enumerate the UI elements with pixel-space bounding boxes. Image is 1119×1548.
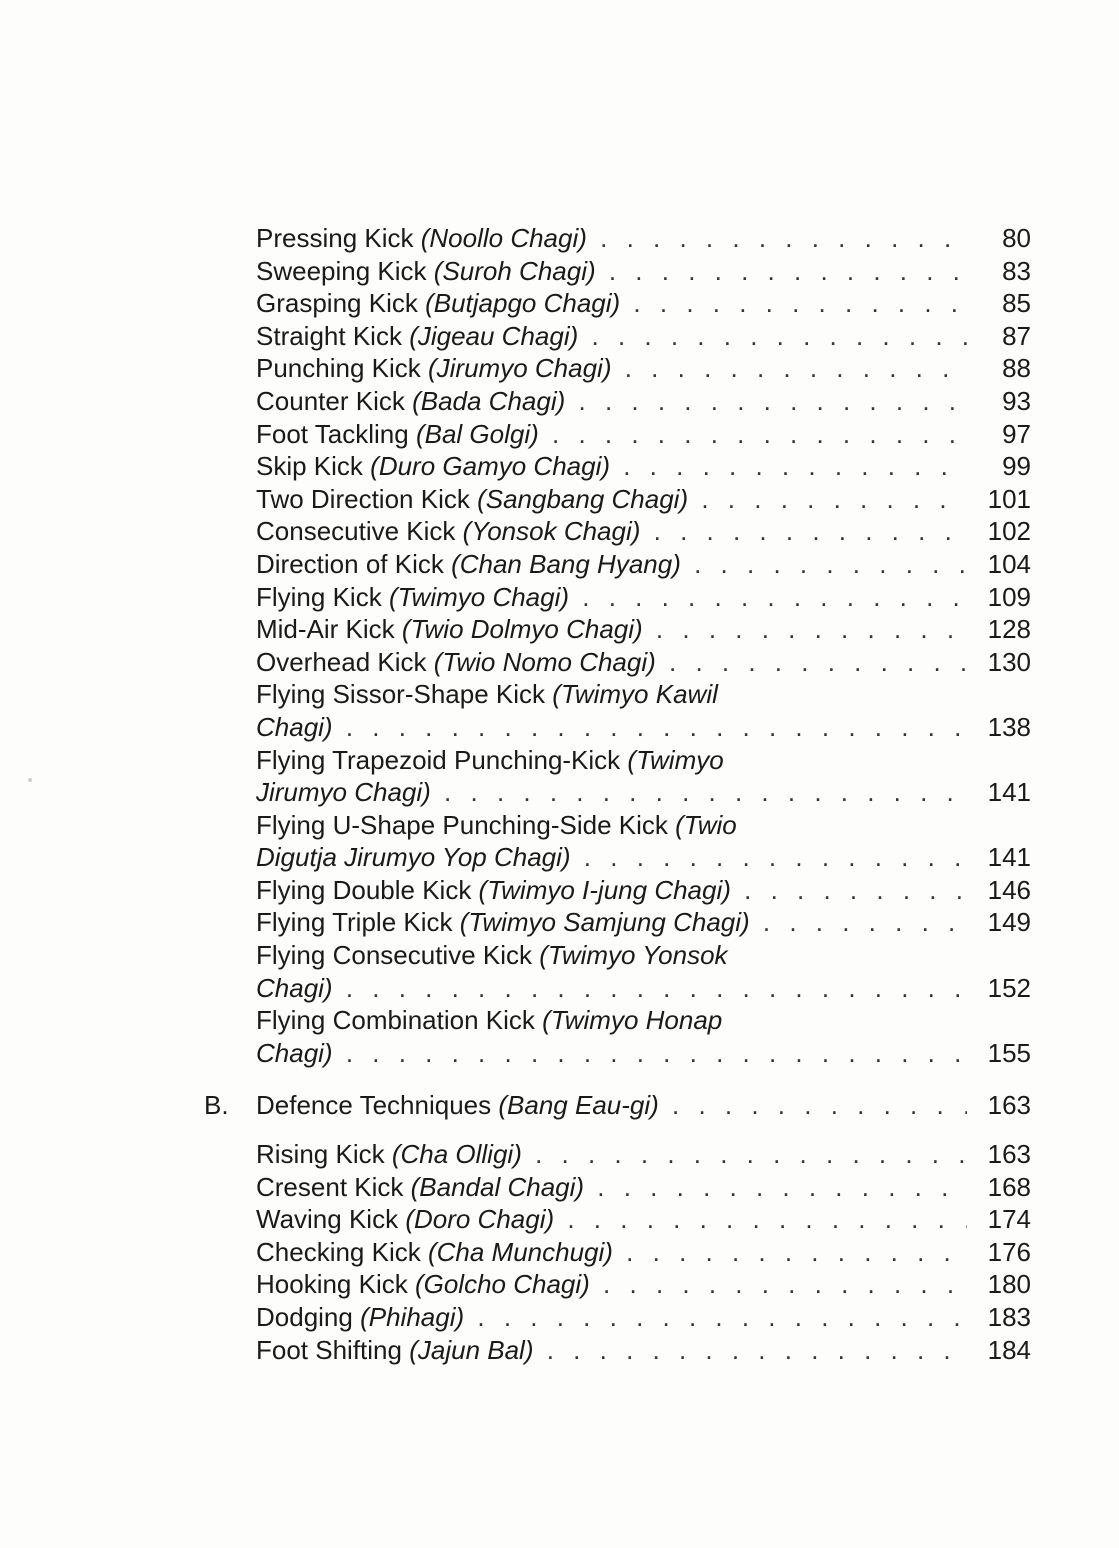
entry-page-number: 168 [967,1171,1031,1204]
entry-page-number: 149 [967,906,1031,939]
entry-title: Waving Kick [256,1204,399,1235]
entry-page-number: 174 [967,1203,1031,1236]
entry-alt-title: (Yonsok Chagi) [462,516,641,547]
entry-title: Counter Kick [256,385,405,416]
entry-alt-title: (Sangbang Chagi) [477,483,689,514]
entry-page-number: 104 [967,548,1031,581]
entry-alt-title: (Bandal Chagi) [410,1171,585,1202]
entry-alt-title: (Jigeau Chagi) [409,320,579,351]
toc-entry-line1 [0,678,1119,711]
entry-page-number: 163 [967,1138,1031,1171]
entry-page-number: 97 [967,418,1031,451]
toc-entry-line2 [0,972,1119,1005]
toc-entry-line1 [0,1004,1119,1037]
toc-entry [0,1236,1119,1269]
entry-title: Foot Shifting [256,1334,402,1365]
entry-title: Flying Sissor-Shape Kick [256,679,545,710]
entry-alt-title-cont: Chagi) [256,972,333,1003]
entry-alt-title: (Twimyo Honap [542,1005,723,1036]
toc-entry [0,352,1119,385]
entry-title: Flying Trapezoid Punching-Kick [256,744,621,775]
entry-page-number: 80 [967,222,1031,255]
toc-entry [0,1203,1119,1236]
entry-title: Flying Triple Kick [256,907,453,938]
toc-entry-line1 [0,809,1119,842]
entry-alt-title: (Twimyo I-jung Chagi) [478,874,731,905]
entry-page-number: 101 [967,483,1031,516]
entry-alt-title: (Cha Olligi) [391,1139,522,1170]
toc-entry [0,385,1119,418]
entry-page-number: 141 [967,776,1031,809]
entry-title: Overhead Kick [256,646,427,677]
entry-alt-title: (Duro Gamyo Chagi) [370,451,611,482]
toc-entry [0,450,1119,483]
entry-title: Flying U-Shape Punching-Side Kick [256,809,668,840]
toc-entry [0,548,1119,581]
entry-page-number: 155 [967,1037,1031,1070]
toc-entry-line2 [0,711,1119,744]
entry-page-number: 88 [967,352,1031,385]
entry-title: Cresent Kick [256,1171,404,1202]
entry-page-number: 85 [967,287,1031,320]
toc-entry [0,1171,1119,1204]
entry-page-number: 99 [967,450,1031,483]
entry-page-number: 87 [967,320,1031,353]
entry-page-number: 183 [967,1301,1031,1334]
entry-alt-title-cont: Chagi) [256,1037,333,1068]
entry-title: Foot Tackling [256,418,409,449]
entry-alt-title: (Twimyo Kawil [552,679,718,710]
toc-entry [0,613,1119,646]
section-title: Defence Techniques [256,1090,492,1121]
entry-alt-title: (Doro Chagi) [405,1204,555,1235]
entry-page-number: 152 [967,972,1031,1005]
entry-page-number: 176 [967,1236,1031,1269]
entry-title: Flying Consecutive Kick [256,940,532,971]
entry-title: Two Direction Kick [256,483,470,514]
entry-alt-title: (Chan Bang Hyang) [451,548,681,579]
entry-page-number: 146 [967,874,1031,907]
entry-page-number: 109 [967,581,1031,614]
entry-alt-title: (Twimyo Samjung Chagi) [459,907,750,938]
entry-alt-title: (Cha Munchugi) [427,1236,613,1267]
toc-entry [0,222,1119,255]
toc-entry [0,483,1119,516]
entry-alt-title: (Twimyo Yonsok [539,940,728,971]
entry-alt-title-cont: Jirumyo Chagi) [256,777,431,808]
entry-alt-title-cont: Chagi) [256,711,333,742]
entry-page-number: 93 [967,385,1031,418]
entry-page-number: 83 [967,255,1031,288]
toc-entry-line2 [0,1037,1119,1070]
entry-alt-title: (Jirumyo Chagi) [428,353,612,384]
entry-page-number: 128 [967,613,1031,646]
entry-title: Pressing Kick [256,223,414,253]
section-heading-b [0,1089,1119,1122]
entry-title: Rising Kick [256,1139,385,1170]
entry-page-number: 102 [967,515,1031,548]
section-alt-title: (Bang Eau-gi) [498,1090,659,1121]
entries-group-d [0,939,1119,1069]
entry-alt-title: (Butjapgo Chagi) [425,288,621,319]
section-page-number: 163 [967,1089,1031,1122]
entry-title: Checking Kick [256,1236,421,1267]
entry-alt-title: (Twio [675,809,737,840]
entry-alt-title: (Twimyo [627,744,724,775]
toc-entry [0,320,1119,353]
entry-alt-title: (Bada Chagi) [412,385,566,416]
entry-title: Sweeping Kick [256,255,427,286]
toc-entry [0,1268,1119,1301]
entry-title: Flying Combination Kick [256,1005,535,1036]
toc-entry [0,874,1119,907]
entry-title: Consecutive Kick [256,516,456,547]
entries-group-b [0,678,1119,874]
entry-title: Dodging [256,1302,353,1332]
toc-entry [0,515,1119,548]
toc-entry [0,1334,1119,1367]
entry-alt-title: (Golcho Chagi) [414,1269,590,1300]
entry-title: Mid-Air Kick [256,614,395,645]
toc-entry [0,1301,1119,1334]
entry-alt-title: (Jajun Bal) [409,1334,534,1365]
entry-title: Straight Kick [256,320,402,351]
toc-entry-line1 [0,939,1119,972]
entry-title: Flying Kick [256,581,382,612]
entry-alt-title: (Twimyo Chagi) [388,581,570,612]
entry-alt-title: (Suroh Chagi) [433,255,596,286]
entry-title: Grasping Kick [256,288,418,319]
entry-page-number: 138 [967,711,1031,744]
entries-group-e [0,1138,1119,1366]
entry-title: Punching Kick [256,353,421,384]
toc-entry [0,287,1119,320]
entry-title: Direction of Kick [256,548,444,579]
toc-entry [0,646,1119,679]
entry-alt-title: (Twio Dolmyo Chagi) [401,614,643,645]
table-of-contents [0,222,1119,1366]
toc-entry [0,906,1119,939]
toc-entry [0,255,1119,288]
entry-page-number: 184 [967,1334,1031,1367]
toc-entry-line2 [0,776,1119,809]
entry-title: Skip Kick [256,451,363,482]
toc-entry-line1 [0,744,1119,777]
entry-page-number: 180 [967,1268,1031,1301]
entry-alt-title: (Bal Golgi) [415,418,539,449]
entry-title: Flying Double Kick [256,874,472,905]
toc-entry [0,581,1119,614]
toc-entry-line2 [0,841,1119,874]
entry-alt-title-cont: Digutja Jirumyo Yop Chagi) [256,842,571,873]
entry-page-number: 130 [967,646,1031,679]
section-letter: B. [204,1090,229,1121]
entry-alt-title: (Twio Nomo Chagi) [433,646,656,677]
entries-group-c [0,874,1119,939]
entry-title: Hooking Kick [256,1269,408,1300]
entry-page-number: 141 [967,841,1031,874]
entries-group-a [0,222,1119,678]
toc-entry [0,1138,1119,1171]
toc-entry [0,418,1119,451]
entry-alt-title: (Noollo Chagi) [420,223,587,253]
entry-alt-title: (Phihagi) [360,1302,465,1332]
